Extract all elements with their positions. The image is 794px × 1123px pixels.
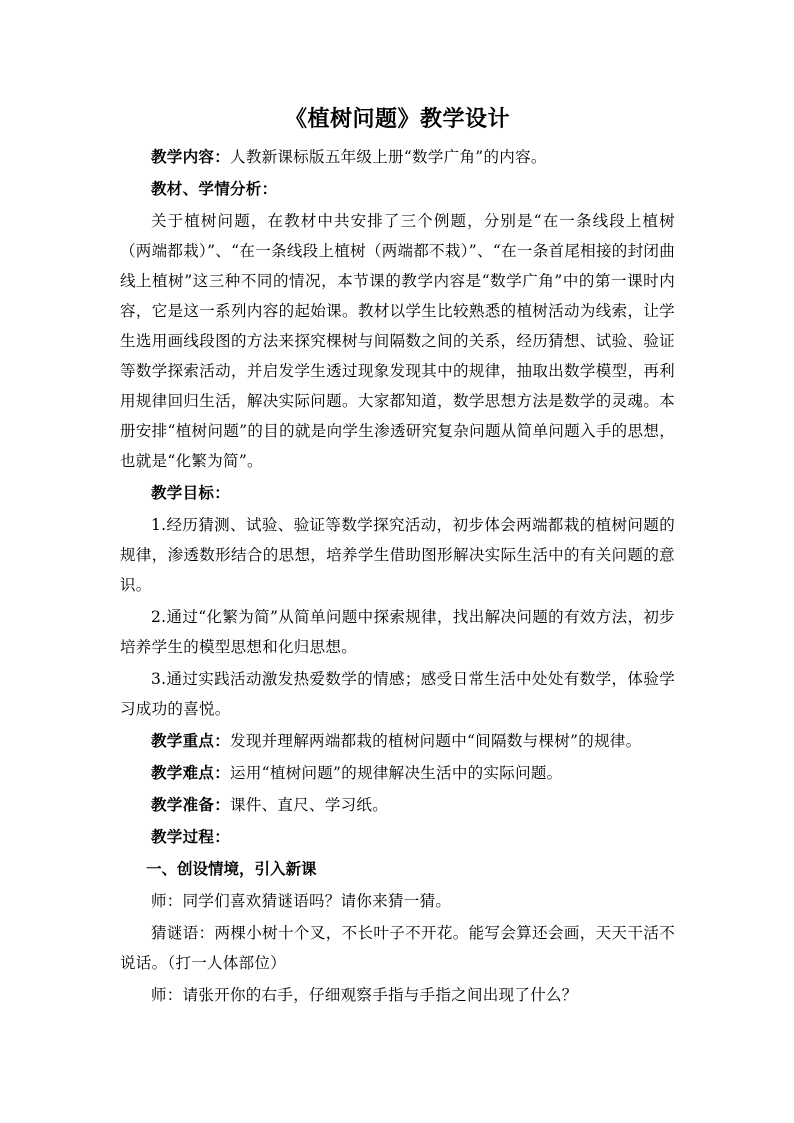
preparation <box>120 790 675 820</box>
document-body <box>120 100 675 1012</box>
document-title: 《植树问题》教学设计 <box>284 106 510 132</box>
process-heading: 教学过程： <box>151 827 231 846</box>
process-line-3: 师：请张开你的右手，仔细观察手指与手指之间出现了什么？ <box>151 986 578 1004</box>
key-point-label: 教学重点： <box>151 731 231 750</box>
goal-item-2: 2.通过“化繁为简”从简单问题中探索规律，找出解决问题的有效方法，初步培养学生的模型思想和化归思想。 <box>120 608 675 656</box>
difficulty-text: 运用“植树问题”的规律解决生活中的实际问题。 <box>230 764 563 782</box>
process-line-2: 猜谜语：两棵小树十个叉，不长叶子不开花。能写会算还会画，天天干活不说话。（打一人体部位） <box>120 924 675 972</box>
key-point-text: 发现并理解两端都栽的植树问题中“间隔数与棵树”的规律。 <box>230 732 642 750</box>
key-point <box>120 726 675 756</box>
process-line-1: 师：同学们喜欢猜谜语吗？请你来猜一猜。 <box>151 892 452 910</box>
goal-item-1: 1.经历猜测、试验、验证等数学探究活动，初步体会两端都栽的植树问题的规律，渗透数形结合的思想，培养学生借助图形解决实际生活中的有关问题的意识。 <box>120 516 675 594</box>
teaching-content-label: 教学内容： <box>151 147 231 166</box>
analysis-paragraph: 关于植树问题，在教材中共安排了三个例题，分别是“在一条线段上植树（两端都栽）”、“在一条线段上植树（两端都不栽）”、“在一条首尾相接的封闭曲线上植树”这三种不同的情况，本节课的教学内容是“数学广角”中的第一课时内容，它是这一系列内容的起始课。教材以学生比较熟悉的植树活动为线索，让学生选用画线段图的方法来探究棵树与间隔数之间的关系，经历猜想、试验、验证等数学探索活动，并启发学生透过现象发现其中的规律，抽取出数学模型，再利用规律回归生活，解决实际问题。大家都知道，数学思想方法是数学的灵魂。本册安排“植树问题”的目的就是向学生渗透研究复杂问题从简单问题入手的思想，也就是“化繁为简”。 <box>120 212 675 470</box>
process-section-1: 一、创设情境，引入新课 <box>146 859 317 878</box>
teaching-content <box>120 142 675 172</box>
preparation-label: 教学准备： <box>151 795 231 814</box>
difficulty-label: 教学难点： <box>151 763 231 782</box>
analysis-heading: 教材、学情分析： <box>151 179 278 198</box>
preparation-text: 课件、直尺、学习纸。 <box>230 796 389 814</box>
teaching-content-text: 人教新课标版五年级上册“数学广角”的内容。 <box>230 148 547 166</box>
goals-heading: 教学目标： <box>151 483 231 502</box>
difficulty <box>120 758 675 788</box>
goal-item-3: 3.通过实践活动激发热爱数学的情感；感受日常生活中处处有数学，体验学习成功的喜悦。 <box>120 670 675 718</box>
